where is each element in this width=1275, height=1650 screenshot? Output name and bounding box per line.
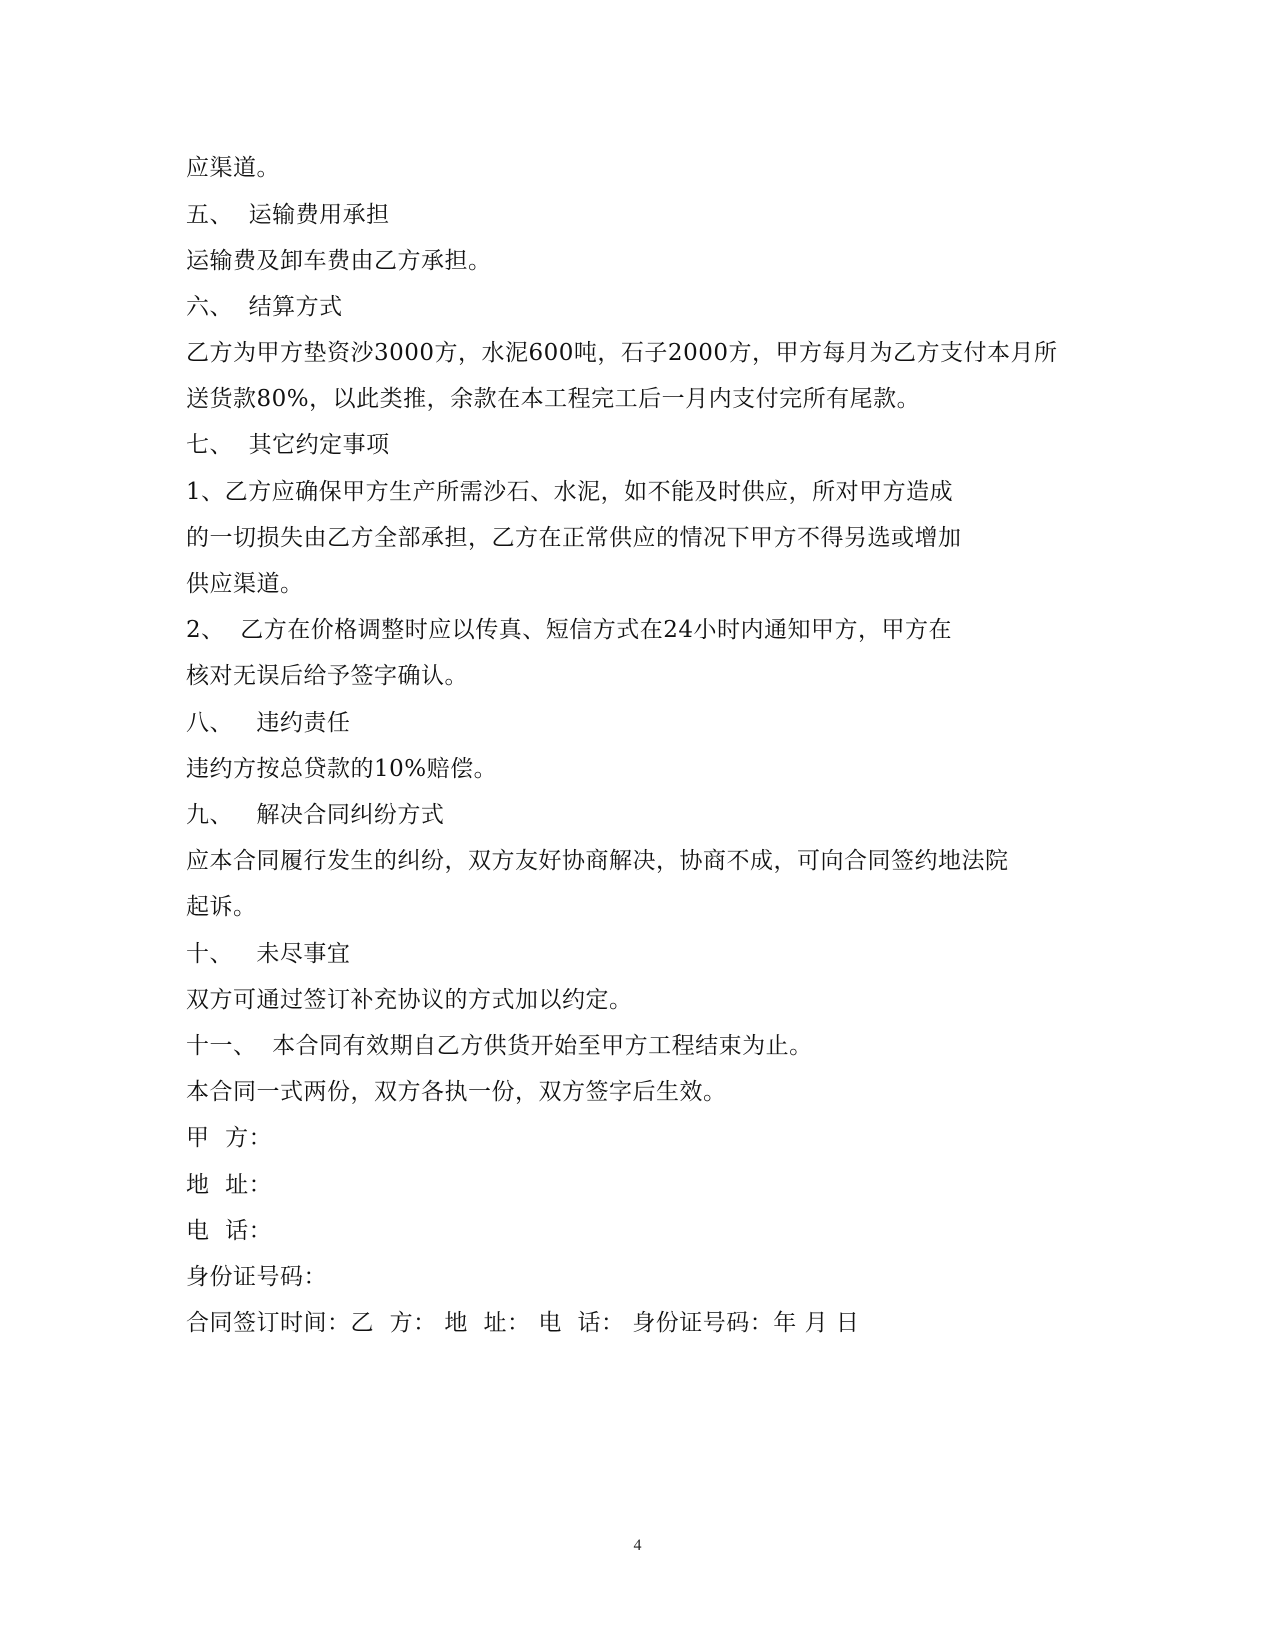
text-line-5: 乙方为甲方垫资沙3000方，水泥600吨，石子2000方，甲方每月为乙方支付本月所 [186, 340, 1058, 366]
section-heading-8: 八、 违约责任 [186, 710, 351, 736]
signing-line: 合同签订时间：乙 方： 地 址： 电 话： 身份证号码：年 月 日 [186, 1310, 860, 1336]
id-number-label: 身份证号码： [186, 1264, 327, 1290]
text-line-21: 本合同一式两份，双方各执一份，双方签字后生效。 [186, 1079, 727, 1105]
section-heading-7: 七、 其它约定事项 [186, 432, 390, 458]
section-heading-10: 十、 未尽事宜 [186, 941, 351, 967]
section-heading-11: 十一、 本合同有效期自乙方供货开始至甲方工程结束为止。 [186, 1033, 813, 1059]
text-line-6: 送货款80%，以此类推，余款在本工程完工后一月内支付完所有尾款。 [186, 386, 921, 412]
text-line-9: 的一切损失由乙方全部承担，乙方在正常供应的情况下甲方不得另选或增加 [186, 525, 962, 551]
section-heading-9: 九、 解决合同纠纷方式 [186, 802, 445, 828]
text-line-16: 应本合同履行发生的纠纷，双方友好协商解决，协商不成，可向合同签约地法院 [186, 848, 1009, 874]
page-number: 4 [633, 1537, 642, 1554]
text-line-19: 双方可通过签订补充协议的方式加以约定。 [186, 987, 633, 1013]
address-label: 地 址： [186, 1172, 273, 1198]
text-line-12: 核对无误后给予签字确认。 [186, 663, 468, 689]
phone-label: 电 话： [186, 1218, 273, 1244]
text-line-14: 违约方按总贷款的10%赔偿。 [186, 756, 498, 782]
text-line-1: 应渠道。 [186, 155, 280, 181]
party-a-label: 甲 方： [186, 1125, 273, 1151]
text-line-10: 供应渠道。 [186, 571, 304, 597]
text-line-11: 2、 乙方在价格调整时应以传真、短信方式在24小时内通知甲方，甲方在 [186, 617, 953, 643]
section-heading-5: 五、 运输费用承担 [186, 202, 390, 228]
text-line-3: 运输费及卸车费由乙方承担。 [186, 248, 492, 274]
text-line-8: 1、乙方应确保甲方生产所需沙石、水泥，如不能及时供应，所对甲方造成 [186, 479, 954, 505]
text-line-17: 起诉。 [186, 894, 257, 920]
section-heading-6: 六、 结算方式 [186, 294, 343, 320]
